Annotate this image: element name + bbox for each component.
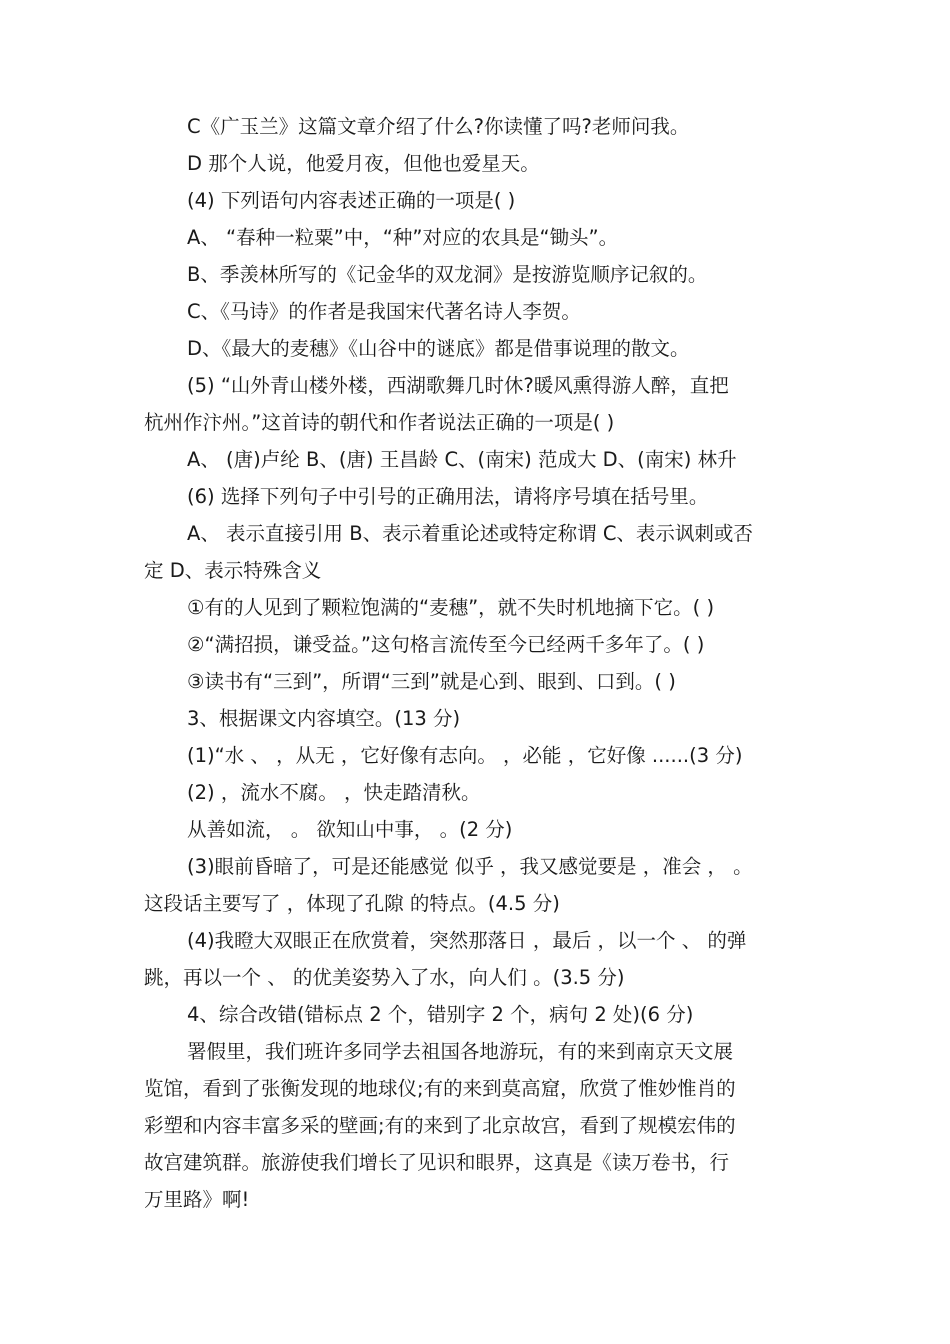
text-line: (3)眼前昏暗了，可是还能感觉 似乎 ，我又感觉要是 ，准会 ， 。 [187, 855, 753, 878]
text-line: ①有的人见到了颗粒饱满的“麦穗”，就不失时机地摘下它。( ) [187, 596, 715, 619]
text-line: 从善如流， 。 欲知山中事， 。(2 分) [187, 818, 513, 841]
text-line: 万里路》啊! [144, 1188, 250, 1211]
text-line: B、季羡林所写的《记金华的双龙洞》是按游览顺序记叙的。 [187, 263, 708, 286]
text-line: ②“满招损，谦受益。”这句格言流传至今已经两千多年了。( ) [187, 633, 705, 656]
text-line: 彩塑和内容丰富多采的壁画;有的来到了北京故宫，看到了规模宏伟的 [144, 1114, 736, 1137]
text-line: A、 表示直接引用 B、表示着重论述或特定称谓 C、表示讽刺或否 [187, 522, 753, 545]
text-line: (4) 下列语句内容表述正确的一项是( ) [187, 189, 516, 212]
document-body [144, 108, 808, 1218]
text-line: D 那个人说，他爱月夜，但他也爱星天。 [187, 152, 540, 175]
text-line: (2) ，流水不腐。 ，快走踏清秋。 [187, 781, 481, 804]
text-line: 署假里，我们班许多同学去祖国各地游玩，有的来到南京天文展 [187, 1040, 734, 1063]
text-line: (1)“水 、 ，从无 ，它好像有志向。 ，必能 ，它好像 ......(3 分) [187, 744, 743, 767]
text-line: ③读书有“三到”，所谓“三到”就是心到、眼到、口到。( ) [187, 670, 676, 693]
text-line: 杭州作汴州。”这首诗的朝代和作者说法正确的一项是( ) [144, 411, 615, 434]
text-line: 这段话主要写了 ，体现了孔隙 的特点。(4.5 分) [144, 892, 560, 915]
text-line: 故宫建筑群。旅游使我们增长了见识和眼界，这真是《读万卷书，行 [144, 1151, 730, 1174]
text-line: A、 “春种一粒粟”中，“种”对应的农具是“锄头”。 [187, 226, 619, 249]
text-line: (5) “山外青山楼外楼，西湖歌舞几时休?暖风熏得游人醉，直把 [187, 374, 729, 397]
text-line: C《广玉兰》这篇文章介绍了什么?你读懂了吗?老师问我。 [187, 115, 690, 138]
text-line: D、《最大的麦穗》《山谷中的谜底》都是借事说理的散文。 [187, 337, 690, 360]
text-line: 定 D、表示特殊含义 [144, 559, 322, 582]
text-line: 4、综合改错(错标点 2 个，错别字 2 个，病句 2 处)(6 分) [187, 1003, 694, 1026]
text-line: A、 (唐)卢纶 B、(唐) 王昌龄 C、(南宋) 范成大 D、(南宋) 林升 [187, 448, 737, 471]
text-line: 览馆，看到了张衡发现的地球仪;有的来到莫高窟，欣赏了惟妙惟肖的 [144, 1077, 736, 1100]
text-line: 跳，再以一个 、 的优美姿势入了水，向人们 。(3.5 分) [144, 966, 625, 989]
text-line: (6) 选择下列句子中引号的正确用法，请将序号填在括号里。 [187, 485, 709, 508]
text-line: 3、根据课文内容填空。(13 分) [187, 707, 461, 730]
text-line: C、《马诗》的作者是我国宋代著名诗人李贺。 [187, 300, 581, 323]
text-line: (4)我瞪大双眼正在欣赏着，突然那落日 ，最后 ，以一个 、 的弹 [187, 929, 747, 952]
